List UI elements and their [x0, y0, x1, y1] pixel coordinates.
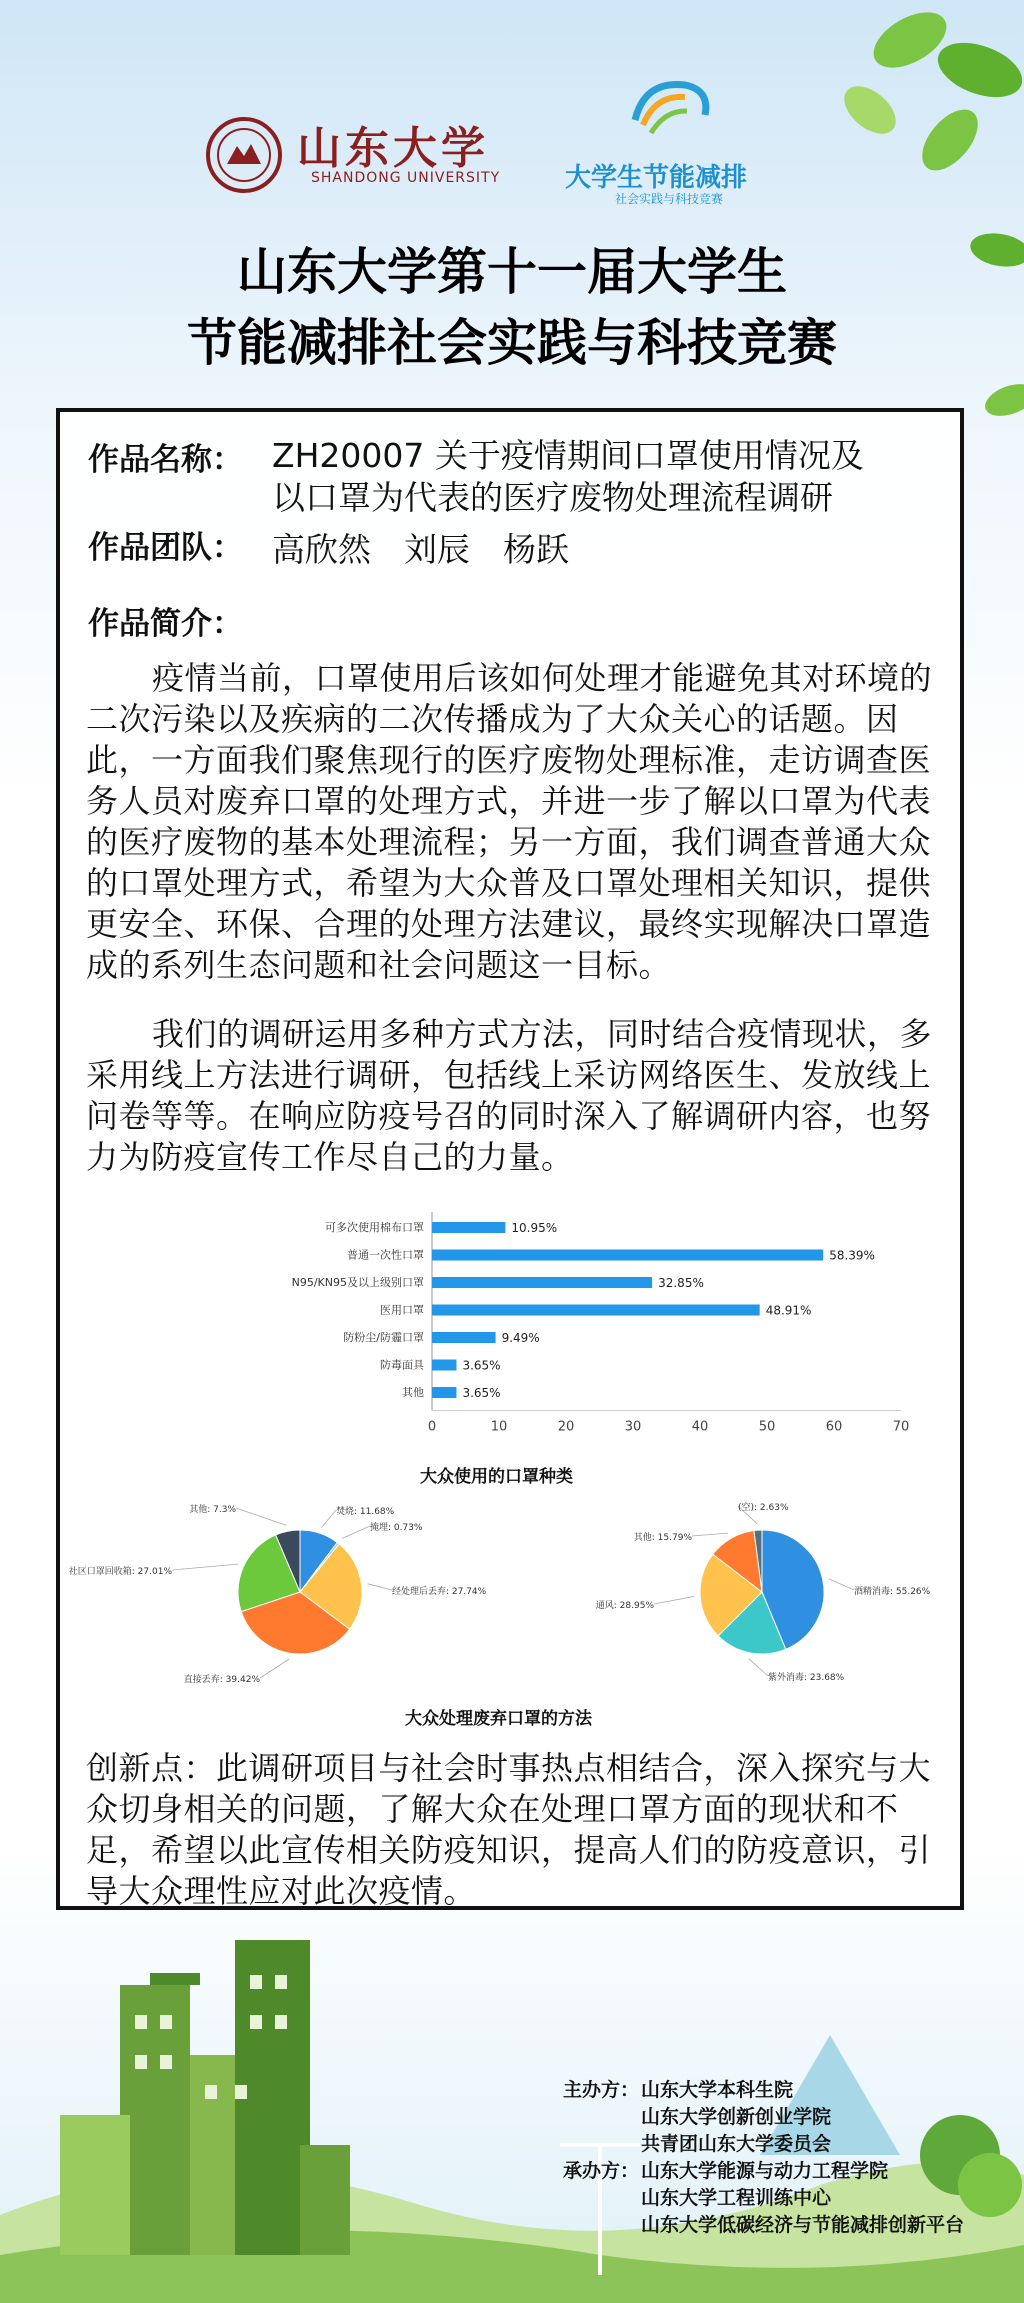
brand-subtitle: 社会实践与科技竞赛 [615, 192, 724, 206]
disinfection-method-pie-chart [540, 1492, 940, 1692]
work-name-line2: 以口罩为代表的医疗废物处理流程调研 [272, 478, 833, 517]
bar-value-label: 9.49% [501, 1331, 540, 1345]
bar [432, 1250, 823, 1261]
university-name-en: SHANDONG UNIVERSITY [311, 170, 501, 186]
bar-value-label: 32.85% [658, 1276, 704, 1290]
x-tick-label: 20 [557, 1419, 575, 1435]
organizer-1: 山东大学能源与动力工程学院 [641, 2160, 889, 2182]
host-1: 山东大学本科生院 [641, 2079, 794, 2101]
bar-category-label: 可多次使用棉布口罩 [325, 1221, 424, 1234]
pie-slice-label: 焚烧: 11.68% [336, 1507, 395, 1517]
bar-chart-title: 大众使用的口罩种类 [420, 1467, 573, 1487]
host-label: 主办方： [563, 2079, 640, 2101]
pie-leader-line [749, 1659, 768, 1676]
x-tick-label: 70 [892, 1419, 910, 1435]
pie-slice-label: 直接丢弃: 39.42% [183, 1675, 260, 1685]
work-team-members: 高欣然 刘辰 杨跃 [272, 530, 569, 569]
pie-slice-label: 社区口罩回收箱: 27.01% [68, 1567, 172, 1577]
content-panel [56, 408, 964, 1910]
page-title-line2: 节能减排社会实践与科技竞赛 [187, 314, 837, 372]
page-title-line1: 山东大学第十一届大学生 [237, 243, 787, 301]
pie-slice-label: 其他: 15.79% [633, 1533, 692, 1543]
pie-slice-label: (空): 2.63% [738, 1503, 789, 1513]
bar [432, 1360, 456, 1371]
host-2: 山东大学创新创业学院 [641, 2106, 832, 2128]
x-tick-label: 30 [624, 1419, 642, 1435]
mask-types-bar-chart [170, 1208, 920, 1448]
pie-leader-line [172, 1564, 238, 1570]
brand-name: 大学生节能减排 [565, 163, 748, 193]
university-logo [205, 112, 505, 192]
pie-leader-line [692, 1533, 728, 1536]
organizer-label: 承办方： [563, 2160, 640, 2182]
x-tick-label: 60 [825, 1419, 843, 1435]
bar-value-label: 58.39% [829, 1248, 875, 1263]
pie-slice-label: 酒精消毒: 55.26% [854, 1587, 931, 1597]
work-team-label: 作品团队： [88, 530, 243, 566]
pie-slice-label: 其他: 7.3% [189, 1505, 236, 1515]
x-tick-label: 0 [427, 1419, 437, 1435]
work-name-label: 作品名称： [88, 442, 243, 478]
pie-slice-label: 紫外消毒: 23.68% [768, 1673, 845, 1683]
bar-value-label: 48.91% [765, 1303, 812, 1318]
pie-slice-label: 通风: 28.95% [595, 1601, 654, 1611]
bar-value-label: 3.65% [462, 1358, 501, 1373]
pie-slice-label: 经处理后丢弃: 27.74% [392, 1587, 487, 1597]
bar [432, 1387, 456, 1398]
x-tick-label: 40 [691, 1419, 709, 1435]
work-name-line1: ZH20007 关于疫情期间口罩使用情况及 [272, 436, 864, 475]
bar-category-label: 防毒面具 [380, 1358, 424, 1372]
bar-category-label: 其他 [402, 1386, 424, 1399]
bar [432, 1332, 496, 1343]
pie-chart-title: 大众处理废弃口罩的方法 [405, 1709, 592, 1729]
pie-leader-line [260, 1659, 289, 1678]
bar [432, 1222, 505, 1233]
pie-leader-line [829, 1579, 854, 1590]
organizer-2: 山东大学工程训练中心 [641, 2187, 832, 2209]
intro-paragraph-2: 我们的调研运用多种方式方法，同时结合疫情现状，多采用线上方法进行调研，包括线上采访网络医生、发放线上问卷等等。在响应防疫号召的同时深入了解调研内容，也努力为防疫宣传工作尽自己的力量。 [86, 1015, 933, 1176]
x-tick-label: 10 [490, 1419, 508, 1435]
university-name-cn: 山东大学 [297, 123, 489, 174]
bar-category-label: 医用口罩 [380, 1303, 424, 1317]
pie-leader-line [322, 1510, 336, 1527]
bar-category-label: 普通一次性口罩 [347, 1248, 424, 1262]
organizer-3: 山东大学低碳经济与节能减排创新平台 [641, 2214, 965, 2236]
pie-leader-line [654, 1596, 694, 1604]
energy-swirl-icon [625, 75, 715, 145]
innovation-paragraph: 创新点：此调研项目与社会时事热点相结合，深入探究与大众切身相关的问题，了解大众在处理口罩方面的现状和不足，希望以此宣传相关防疫知识，提高人们的防疫意识，引导大众理性应对此次疫情。 [86, 1749, 932, 1910]
work-intro-label: 作品简介： [88, 606, 243, 642]
pie-leader-line [236, 1508, 286, 1525]
pie-leader-line [342, 1526, 370, 1538]
brand-logo [565, 75, 785, 205]
pie-leader-line [368, 1584, 392, 1590]
university-seal-icon [205, 116, 283, 194]
bar-category-label: 防粉尘/防霾口罩 [343, 1331, 424, 1344]
intro-paragraph-1: 疫情当前，口罩使用后该如何处理才能避免其对环境的二次污染以及疾病的二次传播成为了大众关心的话题。因此，一方面我们聚焦现行的医疗废物处理标准，走访调查医务人员对废弃口罩的处理方式，并进一步了解以口罩为代表的医疗废物的基本处理流程；另一方面，我们调查普通大众的口罩处理方式，希望为大众普及口罩处理相关知识，提供更安全、环保、合理的处理方法建议，最终实现解决口罩造成的系列生态问题和社会问题这一目标。 [86, 659, 933, 984]
pie-slice-label: 掩埋: 0.73% [370, 1523, 423, 1533]
disposal-method-pie-chart [68, 1492, 510, 1692]
bar-value-label: 3.65% [462, 1386, 501, 1400]
bar-category-label: N95/KN95及以上级别口罩 [291, 1276, 424, 1289]
host-3: 共青团山东大学委员会 [641, 2133, 832, 2155]
bar-value-label: 10.95% [511, 1221, 558, 1235]
green-city-illustration [0, 1915, 1024, 2303]
bar [432, 1277, 652, 1288]
bar [432, 1305, 760, 1316]
x-tick-label: 50 [758, 1419, 776, 1435]
